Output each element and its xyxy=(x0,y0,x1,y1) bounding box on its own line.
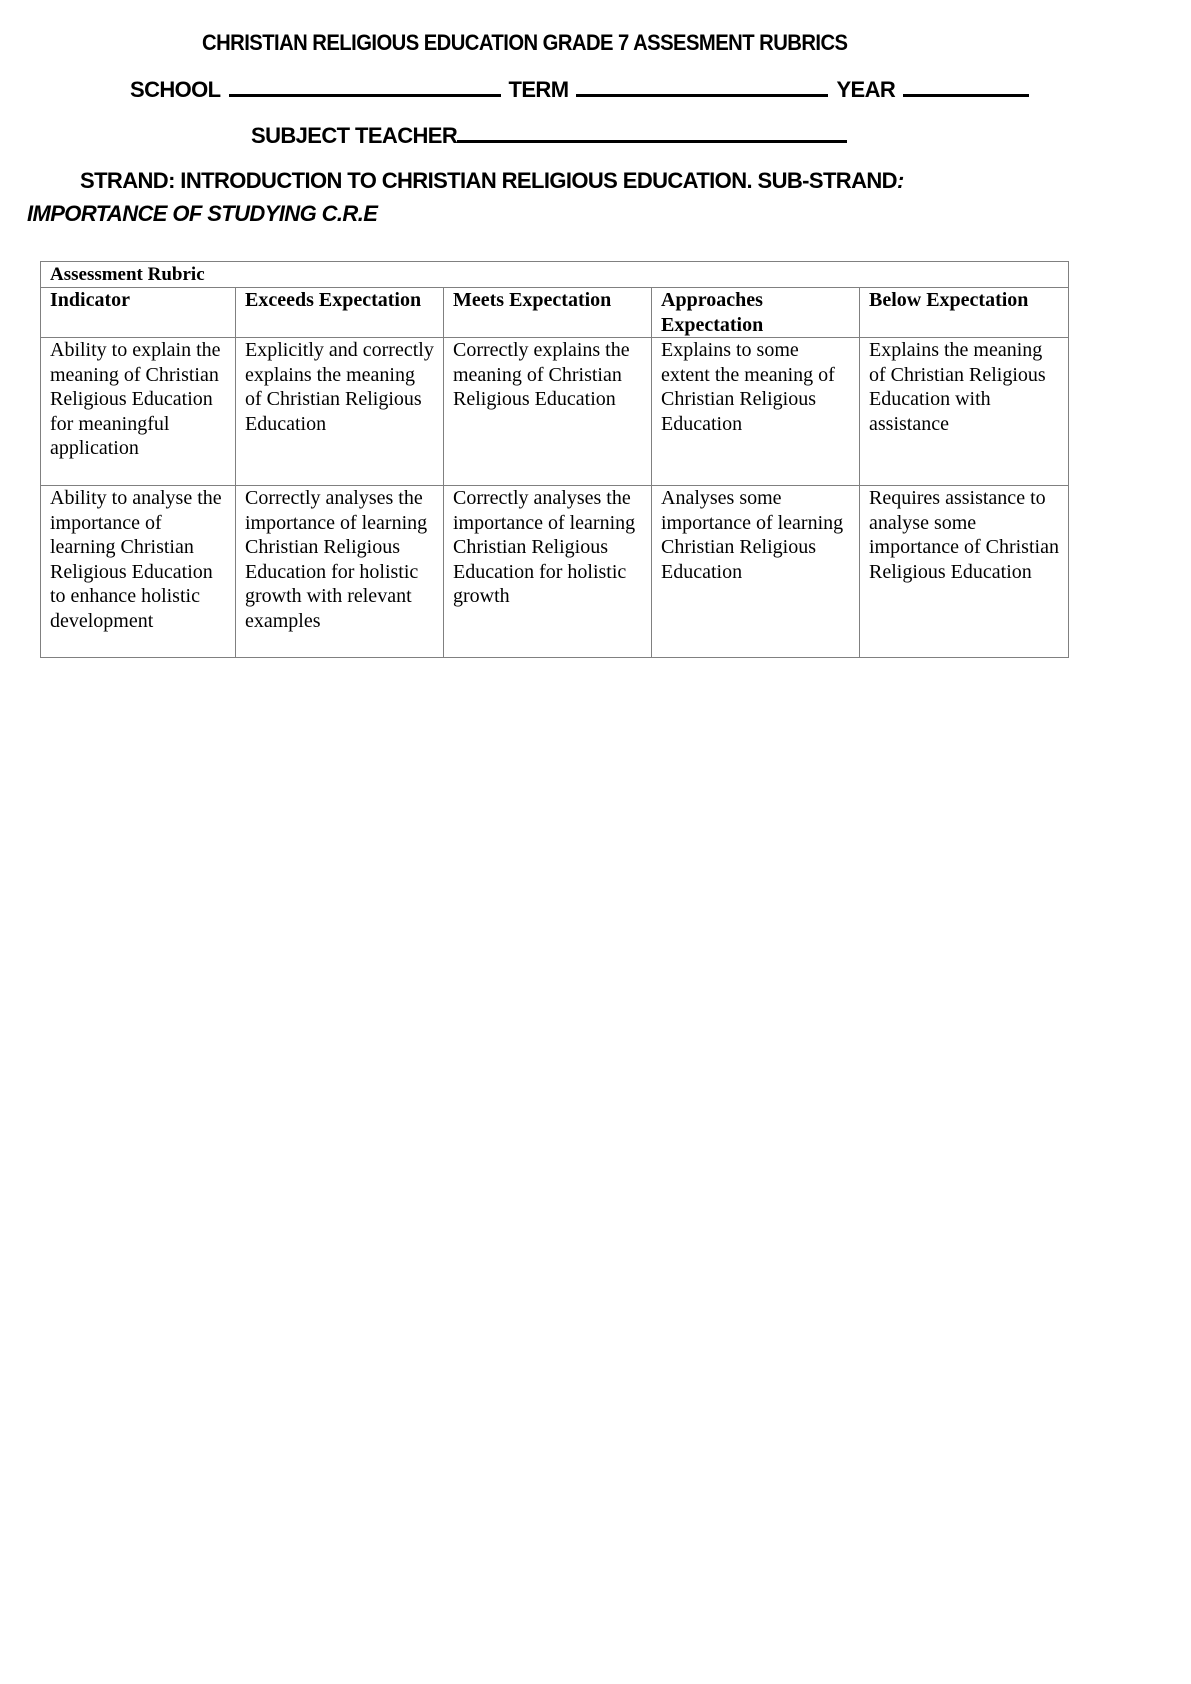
below-cell: Explains the meaning of Christian Religious Education with assistance xyxy=(860,338,1069,486)
school-term-year-row xyxy=(130,76,1037,103)
sub-strand-heading: IMPORTANCE OF STUDYING C.R.E xyxy=(27,201,378,226)
table-row xyxy=(41,338,1069,486)
exceeds-cell: Correctly analyses the importance of learning Christian Religious Education for holistic growth with relevant examples xyxy=(236,486,444,658)
column-header-exceeds: Exceeds Expectation xyxy=(236,288,444,338)
subject-teacher-blank-field[interactable] xyxy=(457,122,847,143)
below-cell: Requires assistance to analyse some importance of Christian Religious Education xyxy=(860,486,1069,658)
subject-teacher-label: SUBJECT TEACHER xyxy=(251,123,458,148)
subject-teacher-row xyxy=(251,122,855,149)
column-header-indicator: Indicator xyxy=(41,288,236,338)
indicator-cell: Ability to explain the meaning of Christian Religious Education for meaningful application xyxy=(41,338,236,486)
school-blank-field[interactable] xyxy=(229,76,501,97)
year-label: YEAR xyxy=(836,77,896,102)
rubric-header-row xyxy=(41,288,1069,338)
year-blank-field[interactable] xyxy=(903,76,1029,97)
strand-colon: : xyxy=(896,168,904,193)
strand-text: STRAND: INTRODUCTION TO CHRISTIAN RELIGIOUS EDUCATION. SUB-STRAND xyxy=(80,168,897,193)
term-blank-field[interactable] xyxy=(576,76,828,97)
rubric-caption-row xyxy=(41,262,1069,288)
table-row xyxy=(41,486,1069,658)
rubric-caption: Assessment Rubric xyxy=(41,262,1069,288)
meets-cell: Correctly explains the meaning of Christian Religious Education xyxy=(444,338,652,486)
approaches-cell: Explains to some extent the meaning of Christian Religious Education xyxy=(652,338,860,486)
exceeds-cell: Explicitly and correctly explains the meaning of Christian Religious Education xyxy=(236,338,444,486)
column-header-meets: Meets Expectation xyxy=(444,288,652,338)
approaches-cell: Analyses some importance of learning Christian Religious Education xyxy=(652,486,860,658)
term-label: TERM xyxy=(508,77,569,102)
school-label: SCHOOL xyxy=(130,77,221,102)
meets-cell: Correctly analyses the importance of learning Christian Religious Education for holistic growth xyxy=(444,486,652,658)
assessment-rubric-table xyxy=(40,261,1069,658)
column-header-approaches: Approaches Expectation xyxy=(652,288,860,338)
document-title: CHRISTIAN RELIGIOUS EDUCATION GRADE 7 ASSESMENT RUBRICS xyxy=(202,30,848,55)
indicator-cell: Ability to analyse the importance of learning Christian Religious Education to enhance holistic development xyxy=(41,486,236,658)
strand-heading xyxy=(80,168,904,194)
column-header-below: Below Expectation xyxy=(860,288,1069,338)
